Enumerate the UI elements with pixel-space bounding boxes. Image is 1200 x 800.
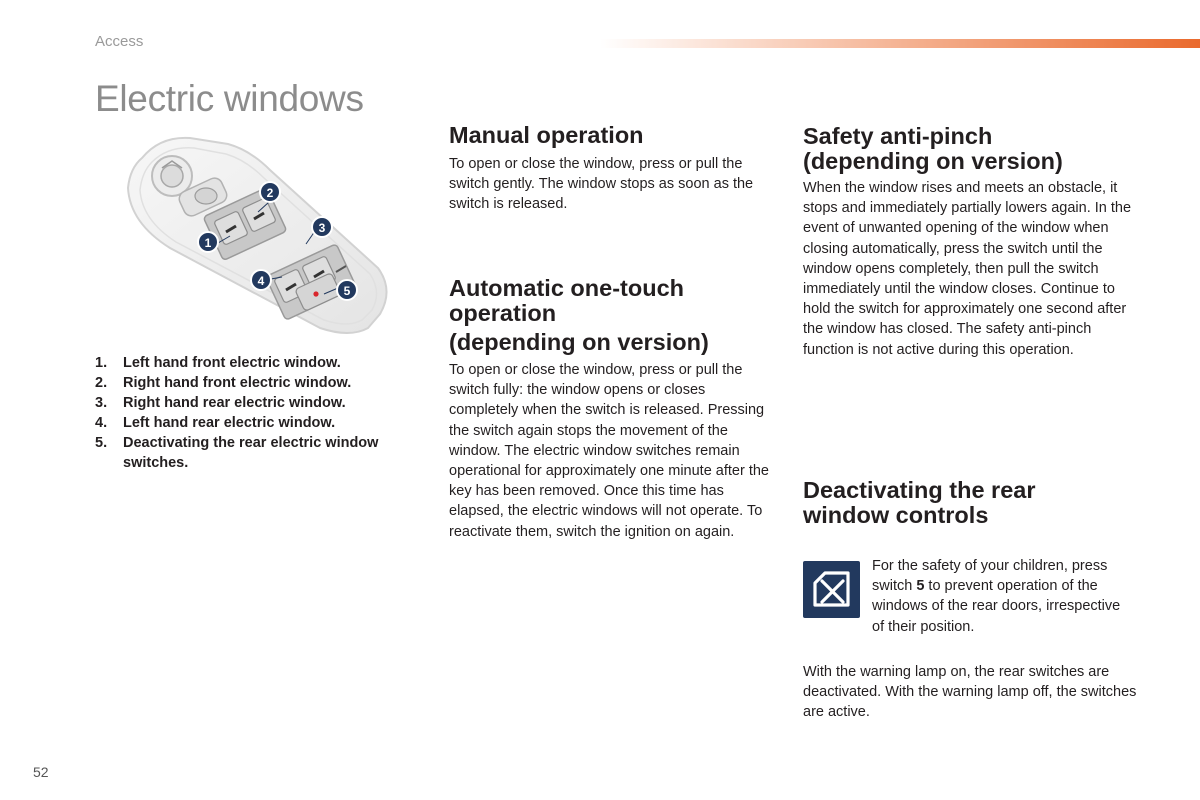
child-safety-note-start: For the safety of your children, press switch [872,558,1108,595]
legend-item [95,353,415,373]
manual-operation-text: To open or close the window, press or pull the switch gently. The window stops as soon as the switch is released. [449,156,754,213]
legend-number: 4. [95,415,108,431]
legend-item [95,373,415,393]
deactivating-rear-heading: Deactivating the rear window controls [803,477,1036,528]
automatic-operation-text: To open or close the window, press or pull the switch fully: the window opens or closes completely when the switch is released. Pressing the switch again stops the movement of the window. The electric window switches remain operational for approximately one minute after the key has been removed. Once this time has elapsed, the electric windows will not operate. To reactivate them, switch the ignition on again. [449,362,769,540]
section-label: Access [95,33,144,50]
callout-3 [312,217,332,237]
manual-operation-heading: Manual operation [449,122,644,148]
legend-text: Left hand rear electric window. [123,415,336,431]
child-safety-note-end: to prevent operation of the windows of the rear doors, irrespective of their position. [872,578,1121,635]
warning-lamp-text: With the warning lamp on, the rear switches are deactivated. With the warning lamp off, the switches are active. [803,664,1137,721]
page-number: 52 [33,764,49,780]
switch-reference: 5 [916,578,925,595]
svg-text:1: 1 [204,236,212,250]
svg-text:2: 2 [266,186,274,200]
legend-text: Left hand front electric window. [123,355,341,371]
svg-text:4: 4 [257,274,265,288]
child-safety-note [872,556,1132,637]
legend-item [95,393,415,413]
window-switch-panel-illustration [110,128,410,343]
legend-number: 5. [95,435,108,451]
legend-text: Right hand rear electric window. [123,395,346,411]
legend-item [95,413,415,433]
callout-4 [251,270,271,290]
legend-item [95,433,415,473]
legend-number: 1. [95,355,108,371]
page-title: Electric windows [95,78,364,119]
svg-text:3: 3 [318,221,326,235]
automatic-operation-heading: Automatic one-touch operation [449,275,684,326]
callout-1 [198,232,218,252]
legend-number: 3. [95,395,108,411]
callout-2 [260,182,280,202]
callout-5 [337,280,357,300]
legend-text: Deactivating the rear electric window switches. [123,435,379,471]
rear-window-lock-icon [803,561,860,618]
automatic-operation-subheading: (depending on version) [449,329,709,355]
safety-anti-pinch-heading: Safety anti-pinch (depending on version) [803,123,1063,174]
svg-text:5: 5 [343,284,351,298]
legend-number: 2. [95,375,108,391]
legend-text: Right hand front electric window. [123,375,352,391]
header-accent-bar [600,39,1200,48]
figure-legend [95,353,415,473]
safety-anti-pinch-text: When the window rises and meets an obstacle, it stops and immediately partially lowers again. In the event of unwanted opening of the window when closing automatically, press the switch until the window opens completely, then pull the switch immediately until the window closes. Continue to hold the switch for approximately one second after the window has closed. The safety anti-pinch function is not active during this operation. [803,180,1132,358]
